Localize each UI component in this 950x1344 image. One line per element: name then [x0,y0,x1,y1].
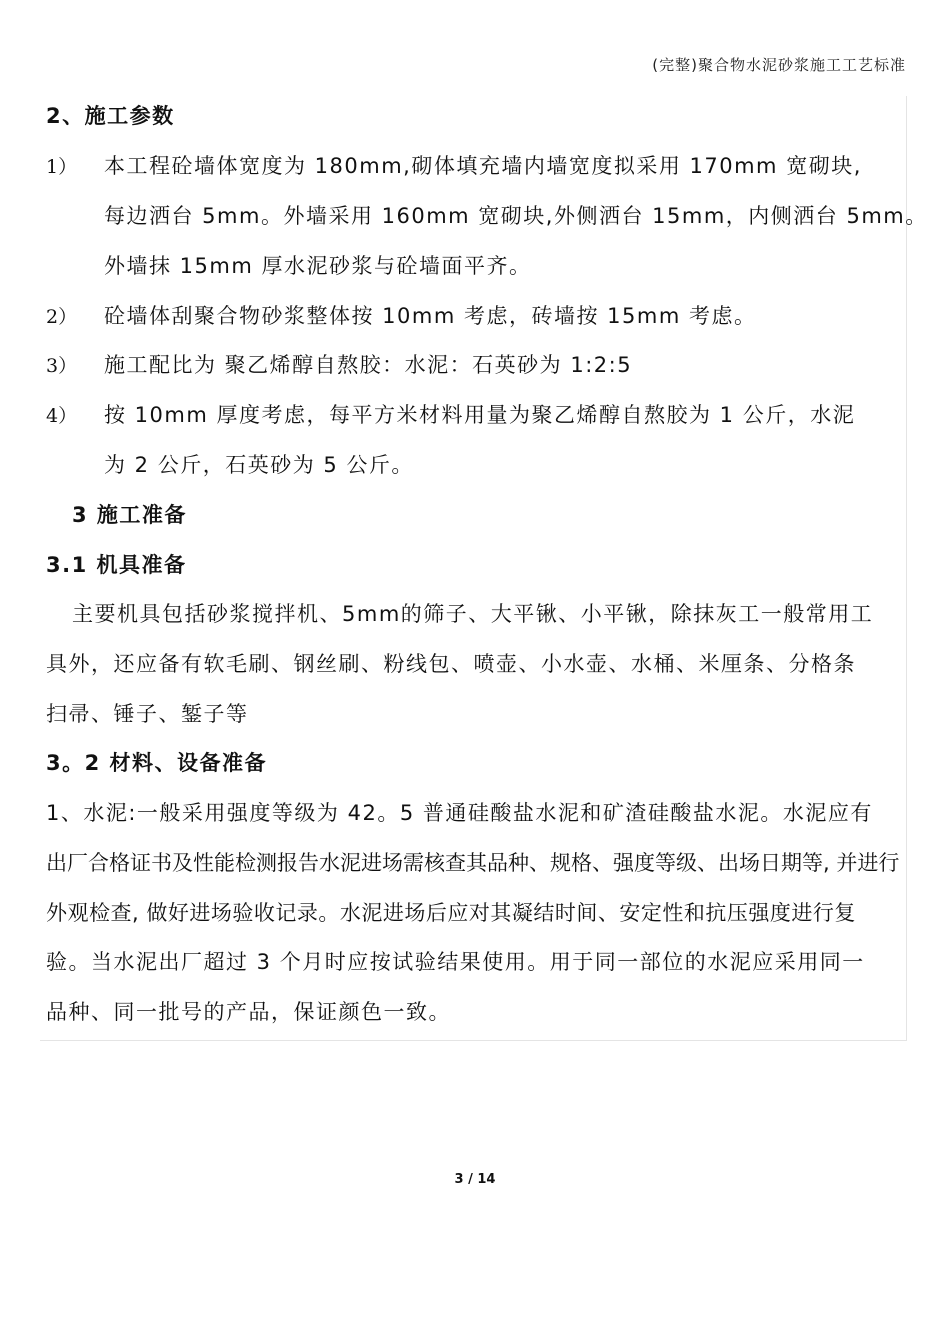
item-2-number: 2） [46,306,78,328]
section-3-2-line-5: 品种、同一批号的产品，保证颜色一致。 [46,1000,451,1024]
item-1-line-1: 本工程砼墙体宽度为 180mm,砌体填充墙内墙宽度拟采用 170mm 宽砌块, [104,154,862,178]
section-3-1-line-2: 具外，还应备有软毛刷、钢丝刷、粉线包、喷壶、小水壶、水桶、米厘条、分格条 [46,652,856,676]
section-3-2-line-1: 1、水泥:一般采用强度等级为 42。5 普通硅酸盐水泥和矿渣硅酸盐水泥。水泥应有 [46,801,873,825]
item-3-line-1: 施工配比为 聚乙烯醇自熬胶：水泥：石英砂为 1:2:5 [104,353,633,377]
page-header-title: (完整)聚合物水泥砂浆施工工艺标准 [652,56,906,74]
section-3-2-line-4: 验。当水泥出厂超过 3 个月时应按试验结果使用。用于同一部位的水泥应采用同一 [46,950,865,974]
section-3-1-line-1: 主要机具包括砂浆搅拌机、5mm的筛子、大平锹、小平锹，除抹灰工一般常用工 [72,602,874,626]
section-3-2-title: 3。2 材料、设备准备 [46,751,268,775]
item-2-line-1: 砼墙体刮聚合物砂浆整体按 10mm 考虑，砖墙按 15mm 考虑。 [104,304,757,328]
section-3-1-line-3: 扫帚、锤子、錾子等 [46,702,249,726]
item-4-number: 4） [46,405,78,427]
item-4-line-2: 为 2 公斤，石英砂为 5 公斤。 [104,453,414,477]
item-1-line-3: 外墙抹 15mm 厚水泥砂浆与砼墙面平齐。 [104,254,532,278]
item-3-number: 3） [46,355,78,377]
item-4-line-1: 按 10mm 厚度考虑，每平方米材料用量为聚乙烯醇自熬胶为 1 公斤，水泥 [104,403,856,427]
item-1-line-2: 每边洒台 5mm。外墙采用 160mm 宽砌块,外侧洒台 15mm，内侧洒台 5mm。 [104,204,928,228]
section-3-2-line-2: 出厂合格证书及性能检测报告水泥进场需核查其品种、规格、强度等级、出场日期等, 并进行 [46,851,900,875]
page-number: 3 / 14 [454,1172,496,1187]
item-1-number: 1） [46,156,78,178]
section-3-2-line-3: 外观检查, 做好进场验收记录。水泥进场后应对其凝结时间、安定性和抗压强度进行复 [46,901,856,925]
section-2-title: 2、施工参数 [46,104,175,128]
section-3-title: 3 施工准备 [72,503,187,527]
section-3-1-title: 3.1 机具准备 [46,553,187,577]
